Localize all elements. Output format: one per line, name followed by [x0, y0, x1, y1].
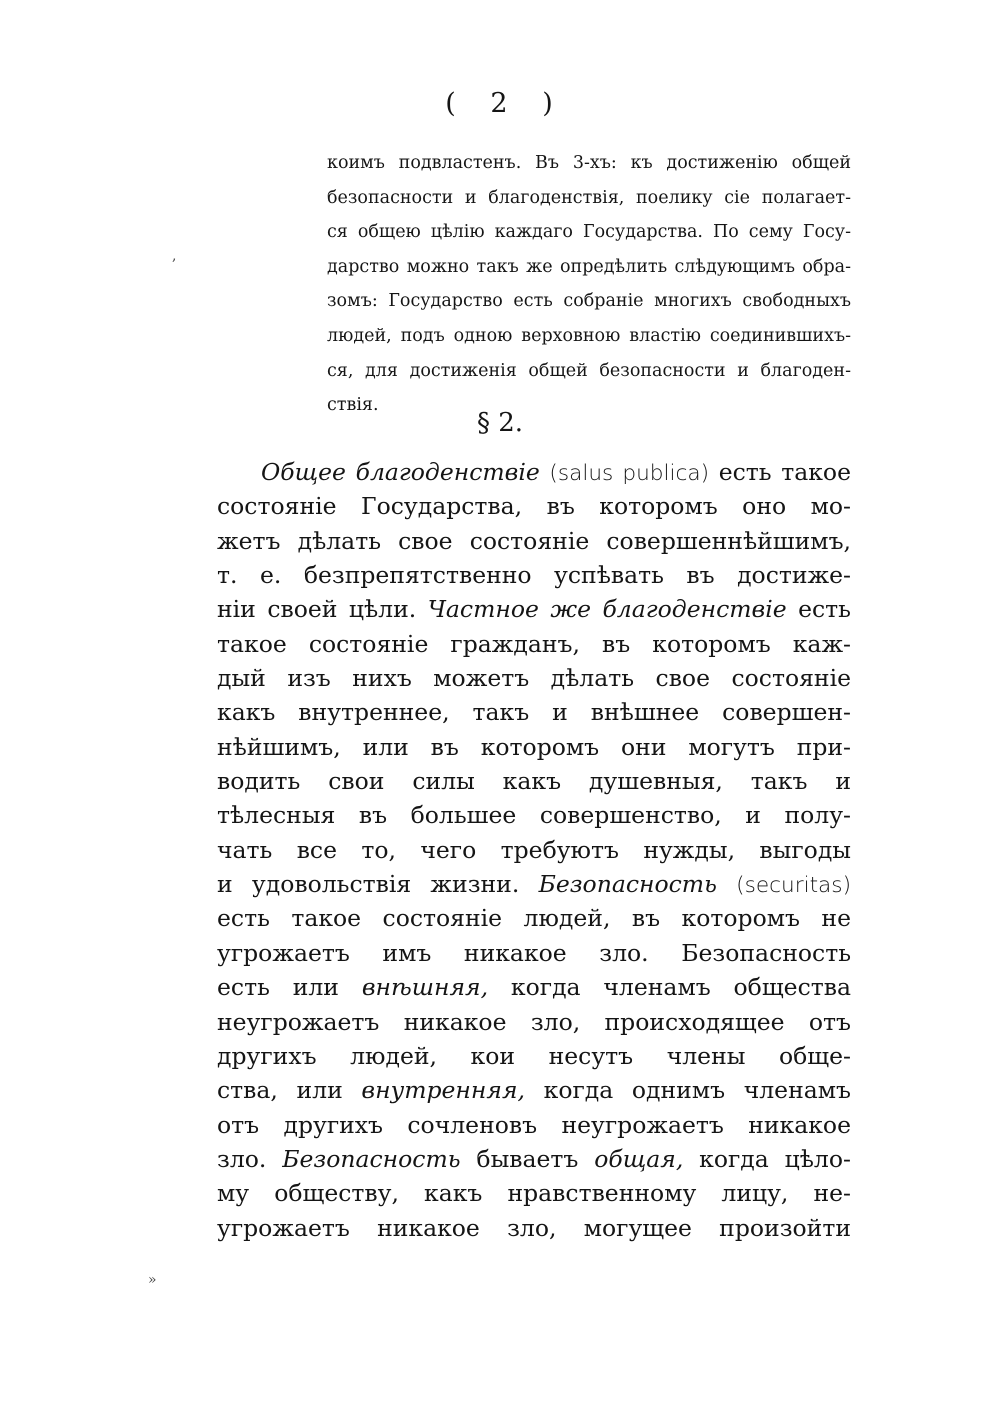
term-security-2: Безопасность	[282, 1144, 461, 1173]
body-line: дый изъ нихъ можетъ дѣлать свое состояніе	[217, 664, 851, 693]
body-paragraph	[217, 455, 851, 1245]
term-private-welfare: Частное же благоденствіе	[427, 595, 787, 624]
body-line: есть такое состояніе людей, въ которомъ не	[217, 904, 851, 933]
body-line: состояніе Государства, въ которомъ оно мо-	[217, 492, 851, 521]
page-number-header	[0, 88, 1000, 119]
term-internal: внутренняя,	[361, 1076, 525, 1105]
body-line: жетъ дѣлать свое состояніе совершеннѣйшимъ,	[217, 526, 851, 555]
footnote-line: ся, для достиженія общей безопасности и благоден-	[327, 360, 851, 381]
footnote-line: людей, подъ одною верховною властію соединившихъ-	[327, 325, 851, 346]
footnote-block	[327, 146, 851, 423]
latin-term: (salus publica)	[549, 461, 710, 486]
body-line: водить свои силы какъ душевныя, такъ и	[217, 767, 851, 796]
section-heading: § 2.	[476, 408, 524, 438]
body-line: угрожаетъ имъ никакое зло. Безопасность	[217, 938, 851, 967]
body-line: Общее благоденствіе (salus publica) есть такое	[261, 458, 851, 486]
close-paren: )	[542, 88, 555, 119]
body-line: какъ внутреннее, такъ и внѣшнее совершен-	[217, 698, 851, 727]
footnote-line: безопасности и благоденствія, поелику сіе полагает-	[327, 187, 851, 208]
term-security: Безопасность	[538, 870, 717, 899]
body-line: другихъ людей, кои несутъ члены обще-	[217, 1041, 851, 1070]
term-general-welfare: Общее благоденствіе	[261, 458, 540, 486]
body-line: нѣйшимъ, или въ которомъ они могутъ при-	[217, 732, 851, 761]
footnote-line: зомъ: Государство есть собраніе многихъ свободныхъ	[327, 291, 851, 312]
body-line: му обществу, какъ нравственному лицу, не-	[217, 1179, 851, 1208]
body-line: отъ другихъ сочленовъ неугрожаетъ никакое	[217, 1110, 851, 1139]
body-line: неугрожаетъ никакое зло, происходящее отъ	[217, 1007, 851, 1036]
footnote-line: ся общею цѣлію каждаго Государства. По сему Госу-	[327, 222, 851, 243]
body-line: и удовольствія жизни. Безопасность (securitas)	[217, 870, 851, 899]
body-line: ніи своей цѣли. Частное же благоденствіе есть	[217, 595, 851, 624]
body-line: чать все то, чего требуютъ нужды, выгоды	[217, 835, 851, 864]
body-line: ства, или внутренняя, когда однимъ членамъ	[217, 1076, 851, 1105]
body-line: есть или внѣшняя, когда членамъ общества	[217, 973, 851, 1002]
latin-term: (securitas)	[736, 873, 851, 899]
term-common: общая,	[594, 1144, 684, 1173]
body-line: т. е. безпрепятственно успѣвать въ достиже-	[217, 561, 851, 590]
term-external: внѣшняя,	[361, 973, 489, 1002]
page-number: 2	[490, 88, 510, 119]
footnote-line: дарство можно такъ же опредѣлить слѣдующимъ обра-	[327, 256, 851, 277]
body-line: зло. Безопасность бываетъ общая, когда цѣло-	[217, 1144, 851, 1173]
footnote-line: ствія.	[327, 395, 379, 416]
open-paren: (	[445, 88, 458, 119]
body-line: угрожаетъ никакое зло, могущее произойти	[217, 1213, 851, 1242]
footnote-line: коимъ подвластенъ. Въ 3-хъ: къ достиженію общей	[327, 153, 851, 173]
margin-tick: ,	[172, 248, 177, 264]
body-line: такое состояніе гражданъ, въ которомъ каж-	[217, 629, 851, 658]
body-line: тѣлесныя въ большее совершенство, и полу-	[217, 801, 851, 830]
margin-mark-bottom: »	[148, 1272, 157, 1288]
